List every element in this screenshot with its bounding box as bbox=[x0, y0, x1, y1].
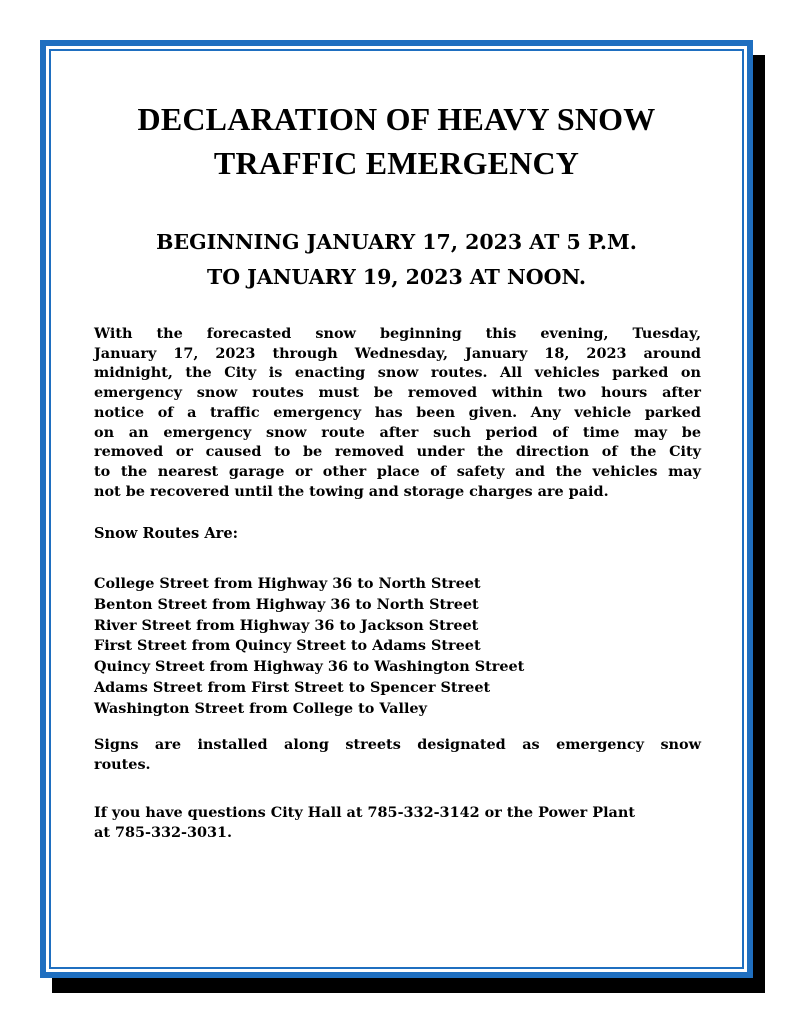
page-title bbox=[51, 97, 742, 185]
contact-paragraph bbox=[94, 803, 701, 842]
route-item: Washington Street from College to Valley bbox=[94, 699, 427, 717]
intro-line: on an emergency snow route after such period of time may be bbox=[94, 423, 701, 441]
intro-line: to the nearest garage or other place of safety and the vehicles may bbox=[94, 462, 701, 480]
route-item: Benton Street from Highway 36 to North Street bbox=[94, 595, 479, 613]
date-range-line-1: BEGINNING JANUARY 17, 2023 AT 5 P.M. bbox=[156, 230, 637, 254]
contact-line: at 785-332-3031. bbox=[94, 823, 233, 841]
route-item: River Street from Highway 36 to Jackson Street bbox=[94, 616, 479, 634]
frame-gap bbox=[46, 46, 747, 972]
contact-line: If you have questions City Hall at 785-332-3142 or the Power Plant bbox=[94, 804, 635, 821]
route-item: Quincy Street from Highway 36 to Washington Street bbox=[94, 658, 525, 676]
intro-line: removed or caused to be removed under the direction of the City bbox=[94, 443, 701, 461]
title-line-1: DECLARATION OF HEAVY SNOW bbox=[137, 101, 656, 137]
intro-line: With the forecasted snow beginning this evening, Tuesday, bbox=[94, 325, 701, 342]
notice-page bbox=[49, 49, 744, 969]
date-range-line-2: TO JANUARY 19, 2023 AT NOON. bbox=[206, 265, 587, 289]
intro-line: not be recovered until the towing and storage charges are paid. bbox=[94, 482, 609, 500]
signs-line: routes. bbox=[94, 755, 151, 773]
intro-paragraph bbox=[94, 324, 701, 501]
routes-heading: Snow Routes Are: bbox=[94, 525, 239, 542]
intro-line: January 17, 2023 through Wednesday, January 18, 2023 around bbox=[94, 344, 701, 362]
intro-line: midnight, the City is enacting snow routes. All vehicles parked on bbox=[94, 364, 701, 382]
signs-paragraph bbox=[94, 735, 701, 774]
route-item: First Street from Quincy Street to Adams Street bbox=[94, 637, 481, 655]
route-item: College Street from Highway 36 to North Street bbox=[94, 575, 481, 592]
route-item: Adams Street from First Street to Spencer Street bbox=[94, 678, 491, 696]
title-line-2: TRAFFIC EMERGENCY bbox=[213, 145, 580, 181]
routes-list bbox=[94, 574, 701, 720]
intro-line: emergency snow routes must be removed within two hours after bbox=[94, 384, 701, 402]
notice-frame bbox=[40, 40, 753, 978]
date-range-heading bbox=[51, 225, 742, 295]
intro-line: notice of a traffic emergency has been given. Any vehicle parked bbox=[94, 403, 701, 421]
signs-line: Signs are installed along streets designated as emergency snow bbox=[94, 736, 701, 753]
